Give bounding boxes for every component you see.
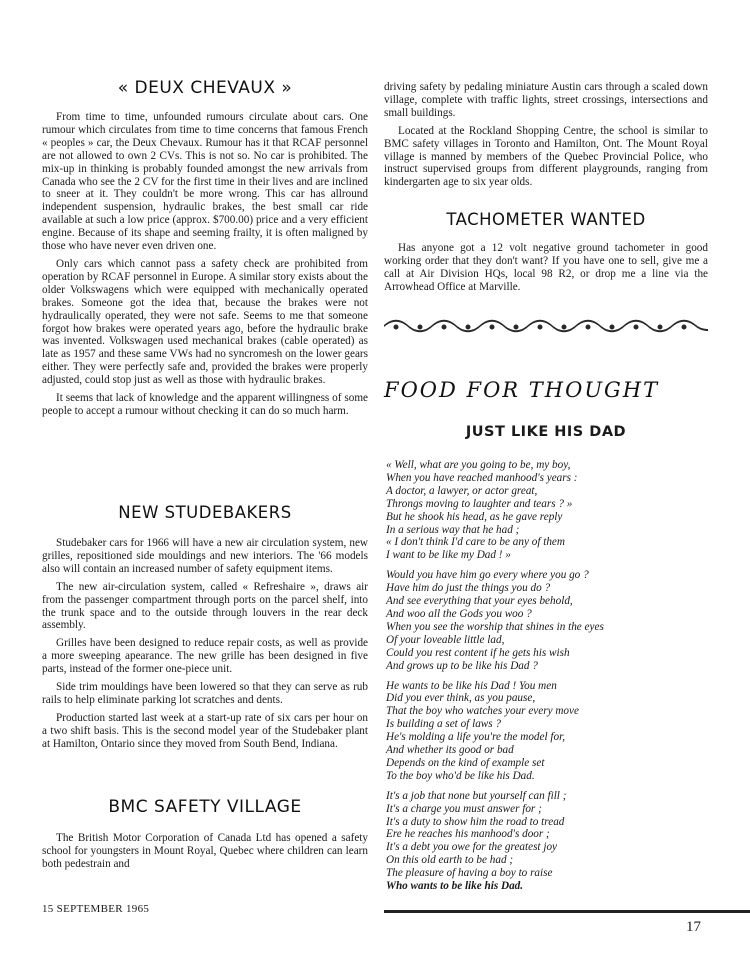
new-studebakers-body	[42, 537, 368, 751]
paragraph: Grilles have been designed to reduce repair costs, as well as provide a more sweeping apearance. The new grille has been designed in five parts, instead of the former one-piece unit.	[42, 637, 368, 676]
poem-line: To the boy who'd be like his Dad.	[386, 769, 535, 782]
poem-line: He's molding a life you're the model for,	[386, 731, 565, 744]
poem-line: And woo all the Gods you woo ?	[386, 607, 532, 620]
poem-stanza	[386, 680, 708, 783]
poem-line: On this old earth to be had ;	[386, 854, 514, 867]
poem-stanza	[386, 459, 708, 562]
poem-line: Ere he reaches his manhood's door ;	[386, 828, 550, 841]
poem-line: That the boy who watches your every move	[386, 705, 579, 718]
paragraph: It seems that lack of knowledge and the apparent willingness of some people to accept a rumour without checking it can do so much harm.	[42, 392, 368, 417]
poem-line: And whether its good or bad	[386, 744, 514, 757]
poem-stanza	[386, 569, 708, 672]
deux-chevaux-body	[42, 111, 368, 418]
poem-line: When you have reached manhood's years :	[386, 471, 578, 484]
bmc-safety-village-heading: BMC SAFETY VILLAGE	[108, 797, 302, 817]
paragraph: driving safety by pedaling miniature Austin cars through a scaled down village, complete with traffic lights, street crossings, intersections and small buildings.	[384, 81, 708, 119]
poem-line: And see everything that your eyes behold,	[386, 595, 573, 608]
deux-chevaux-heading: « DEUX CHEVAUX »	[117, 78, 293, 98]
poem-line: A doctor, a lawyer, or actor great,	[386, 484, 538, 497]
paragraph: Only cars which cannot pass a safety check are prohibited from operation by RCAF personnel in Europe. A similar story exists about the older Volkswagens which were equipped with mechanically operated brakes. Someone got the idea that, because the brakes were not hydraulically operated, they were not safe. Seems to me that someone forgot how brakes were operated years ago, before the hydraulic brake was invented. Volkswagen used mechanical brakes (cable operated) as late as 1957 and these same VWs had no syncromesh on the lower gears either. They were perfectly safe and, provided the brakes were properly adjusted, could stop just as well as those with hydraulic brakes.	[42, 257, 368, 387]
poem-line: Depends on the kind of example set	[386, 756, 545, 769]
poem-line: Have him do just the things you do ?	[386, 582, 551, 595]
poem-line: But he shook his head, as he gave reply	[386, 510, 563, 523]
poem-line: In a serious way that he had ;	[386, 523, 520, 536]
script-title: FOOD FOR THOUGHT	[384, 378, 660, 402]
poem-line: Could you rest content if he gets his wish	[386, 646, 570, 659]
poem-line: I want to be like my Dad ! »	[386, 549, 511, 562]
paragraph: From time to time, unfounded rumours circulate about cars. One rumour which circulates from time to time concerns that famous French « peoples » car, the Deux Chevaux. Rumour has it that RCAF personnel are not allowed to own 2 CVs. This is not so. No car is prohibited. The mix-up in thinking is probably founded amongst the new arrivals from Canada who see the 2 CV for the first time in their lives and are inclined to sneer at it. They couldn't be more wrong. This car has allround independent suspension, hydraulic brakes, the best small car ride available at such a low price (approx. $700.00) price and a very efficient engine. Because of its shape and seeming frailty, it is often maligned by those who have never even driven one.	[42, 111, 368, 253]
poem-line: « I don't think I'd care to be any of them	[386, 536, 565, 549]
poem	[386, 459, 708, 900]
decorative-divider	[384, 318, 708, 336]
poem-line: Did you ever think, as you pause,	[386, 692, 536, 705]
poem-stanza	[386, 790, 708, 893]
tachometer-heading: TACHOMETER WANTED	[446, 210, 646, 229]
footer-rule	[384, 910, 750, 913]
paragraph: Located at the Rockland Shopping Centre, the school is similar to BMC safety villages in Toronto and Hamilton, Ont. The Mount Royal village is manned by members of the Quebec Provincial Police, who instruct supervised groups from different playgrounds, ranging from kindergarten age to six year olds.	[384, 124, 708, 189]
poem-line: It's a job that none but yourself can fill ;	[386, 789, 567, 802]
new-studebakers-heading: NEW STUDEBAKERS	[118, 503, 292, 522]
poem-line: Throngs moving to laughter and tears ? »	[386, 497, 573, 510]
poem-title: JUST LIKE HIS DAD	[465, 424, 627, 440]
paragraph: The British Motor Corporation of Canada Ltd has opened a safety school for youngsters in Mount Royal, Quebec where children can learn both pedestrain and	[42, 832, 368, 870]
paragraph: The new air-circulation system, called « Refreshaire », draws air from the passenger compartment through ports on the parcel shelf, into the trunk space and to the outside through louvers in the rear deck assembly.	[42, 580, 368, 632]
poem-line: Who wants to be like his Dad.	[386, 880, 524, 893]
bmc-safety-village-body	[42, 832, 368, 871]
bmc-continued-body	[384, 81, 708, 189]
poem-line: It's a charge you must answer for ;	[386, 802, 542, 815]
paragraph: Production started last week at a start-up rate of six cars per hour on a two shift basis. This is the second model year of the Studebaker plant at Hamilton, Ontario since they moved from South Bend, Indiana.	[42, 711, 368, 750]
poem-line: He wants to be like his Dad ! You men	[386, 679, 557, 692]
paragraph: Has anyone got a 12 volt negative ground tachometer in good working order that they don't want? If you have one to sell, give me a call at Air Division HQs, local 98 R2, or drop me a line via the Arrowhead Office at Marville.	[384, 242, 708, 293]
poem-line: « Well, what are you going to be, my boy,	[386, 459, 571, 471]
poem-line: The pleasure of having a boy to raise	[386, 867, 553, 880]
poem-line: Of your loveable little lad,	[386, 633, 505, 646]
page-number: 17	[686, 919, 701, 935]
paragraph: Side trim mouldings have been lowered so that they can serve as rub rails to help eliminate parking lot scratches and dents.	[42, 681, 368, 706]
poem-line: When you see the worship that shines in the eyes	[386, 620, 604, 633]
poem-line: Would you have him go every where you go ?	[386, 569, 589, 582]
tachometer-body	[384, 242, 708, 294]
poem-line: And grows up to be like his Dad ?	[386, 659, 538, 672]
paragraph: Studebaker cars for 1966 will have a new air circulation system, new grilles, repositioned side mouldings and new interiors. The '66 models also will contain an increased number of safety equipment items.	[42, 537, 368, 575]
poem-line: It's a debt you owe for the greatest joy	[386, 841, 558, 854]
poem-line: Is building a set of laws ?	[386, 718, 501, 731]
poem-line: It's a duty to show him the road to tread	[386, 815, 565, 828]
issue-date: 15 SEPTEMBER 1965	[42, 903, 150, 915]
